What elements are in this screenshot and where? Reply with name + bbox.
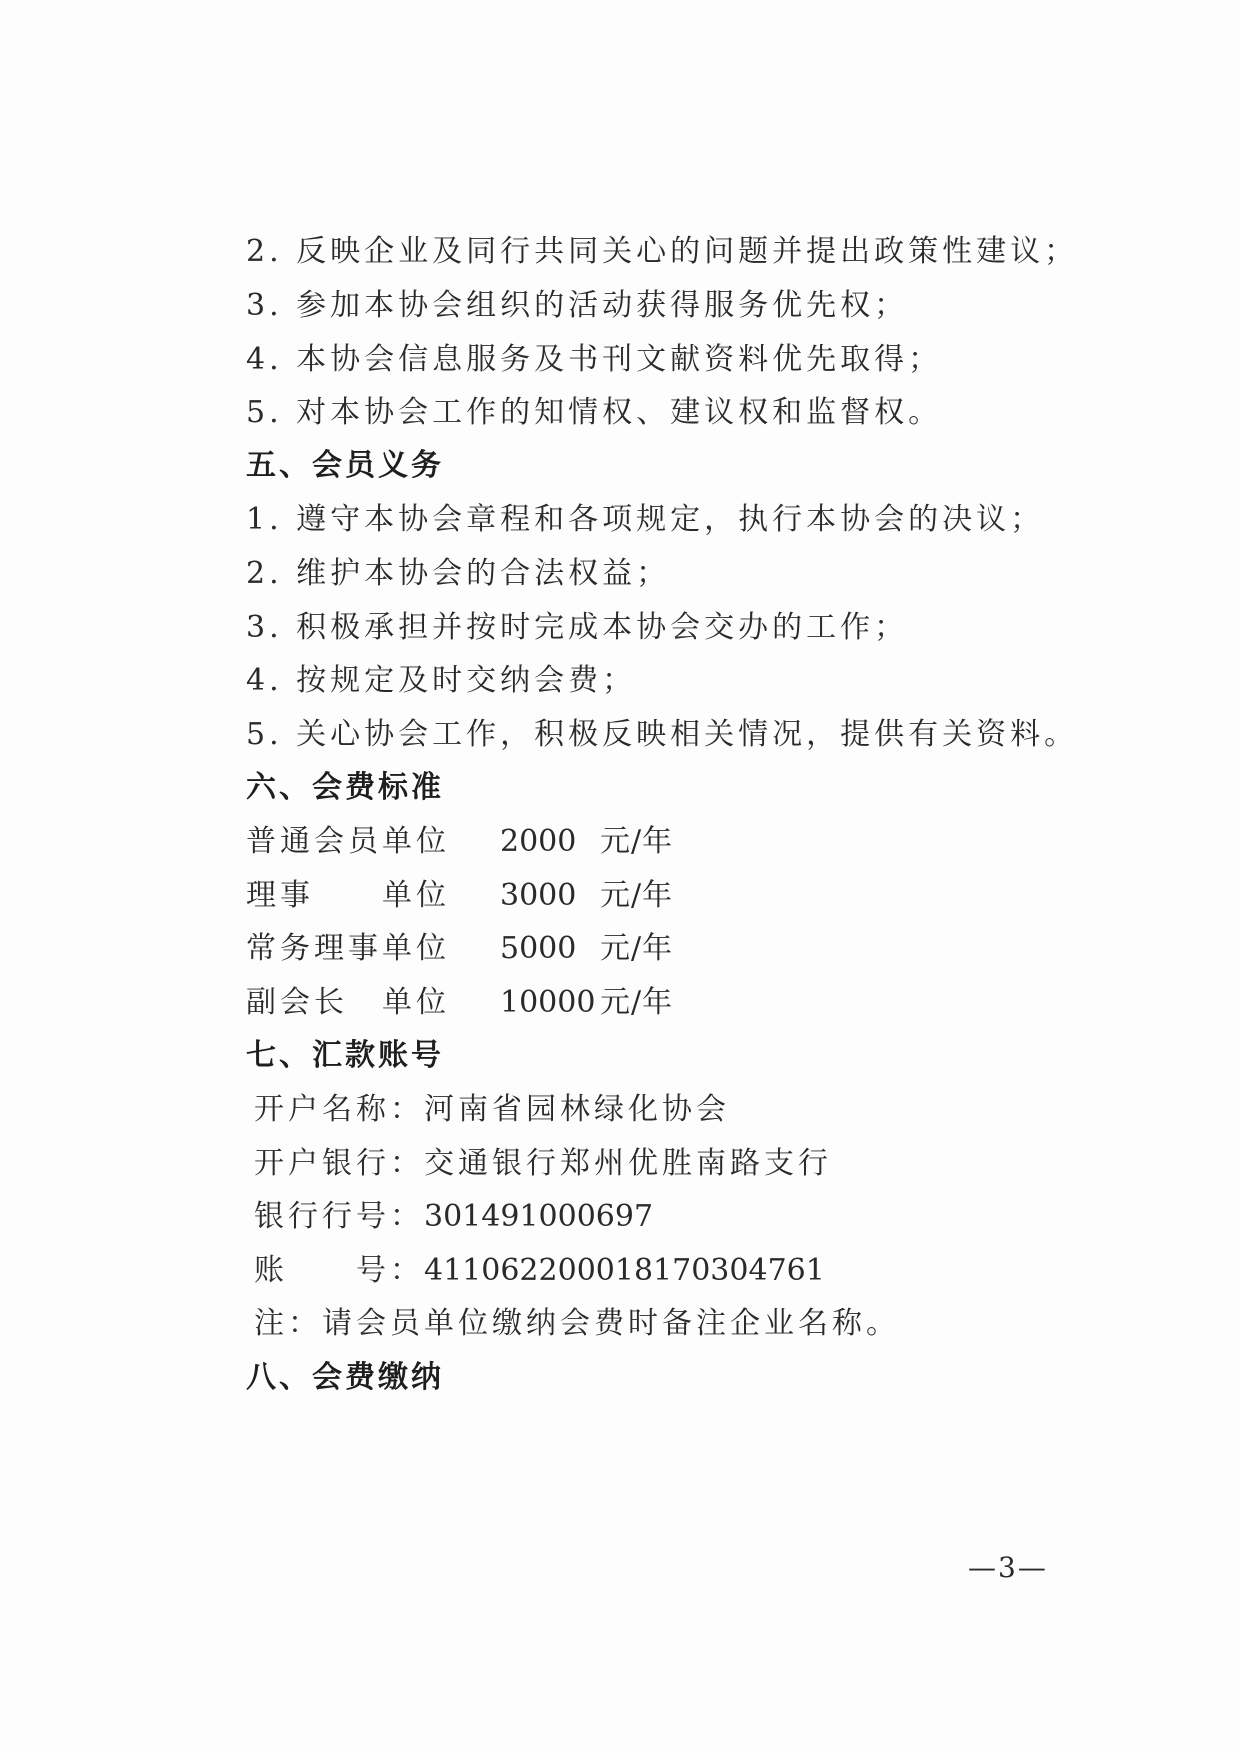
fee-row [246, 822, 946, 862]
rights-item-3: 3. 参加本协会组织的活动获得服务优先权； [246, 288, 909, 323]
page-number: —3— [968, 1551, 1048, 1584]
account-name-value: 河南省园林绿化协会 [424, 1092, 730, 1127]
fee-amount: 5000 [500, 931, 577, 966]
fee-level: 常务理事单位 [246, 931, 450, 966]
rights-item-4: 4. 本协会信息服务及书刊文献资料优先取得； [246, 342, 943, 377]
account-name-label: 开户名称： [254, 1092, 424, 1127]
fee-row [246, 929, 946, 969]
fee-unit: 元/年 [600, 931, 674, 966]
account-name-row [254, 1090, 730, 1130]
section-heading-payment: 八、会费缴纳 [246, 1360, 444, 1395]
fee-unit: 元/年 [600, 878, 674, 913]
bank-number-value: 301491000697 [424, 1199, 654, 1234]
account-number-row [254, 1251, 825, 1291]
bank-label: 开户银行： [254, 1146, 424, 1181]
bank-number-row [254, 1197, 653, 1237]
rights-item-5: 5. 对本协会工作的知情权、建议权和监督权。 [246, 395, 943, 430]
fee-unit: 元/年 [600, 824, 674, 859]
account-number-value: 411062200018170304761 [424, 1253, 825, 1288]
section-heading-duties: 五、会员义务 [246, 448, 444, 483]
remittance-note: 注：请会员单位缴纳会费时备注企业名称。 [254, 1306, 900, 1341]
fee-level: 普通会员单位 [246, 824, 450, 859]
fee-row [246, 876, 946, 916]
fee-level: 副会长 单位 [246, 985, 450, 1020]
fee-amount: 2000 [500, 824, 577, 859]
fee-unit: 元/年 [600, 985, 674, 1020]
section-heading-fees: 六、会费标准 [246, 770, 444, 805]
duty-item-4: 4. 按规定及时交纳会费； [246, 663, 637, 698]
fee-amount: 3000 [500, 878, 577, 913]
section-heading-remittance: 七、汇款账号 [246, 1038, 444, 1073]
bank-row [254, 1144, 832, 1184]
duty-item-3: 3. 积极承担并按时完成本协会交办的工作； [246, 610, 909, 645]
duty-item-5: 5. 关心协会工作，积极反映相关情况，提供有关资料。 [246, 717, 1079, 752]
fee-amount: 10000 [500, 985, 596, 1020]
fee-level: 理事 单位 [246, 878, 450, 913]
duty-item-2: 2. 维护本协会的合法权益； [246, 556, 671, 591]
duty-item-1: 1. 遵守本协会章程和各项规定，执行本协会的决议； [246, 502, 1045, 537]
account-number-label: 账 号： [254, 1253, 424, 1288]
bank-number-label: 银行行号： [254, 1199, 424, 1234]
rights-item-2: 2. 反映企业及同行共同关心的问题并提出政策性建议； [246, 234, 1079, 269]
fee-row [246, 983, 946, 1023]
bank-value: 交通银行郑州优胜南路支行 [424, 1146, 832, 1181]
